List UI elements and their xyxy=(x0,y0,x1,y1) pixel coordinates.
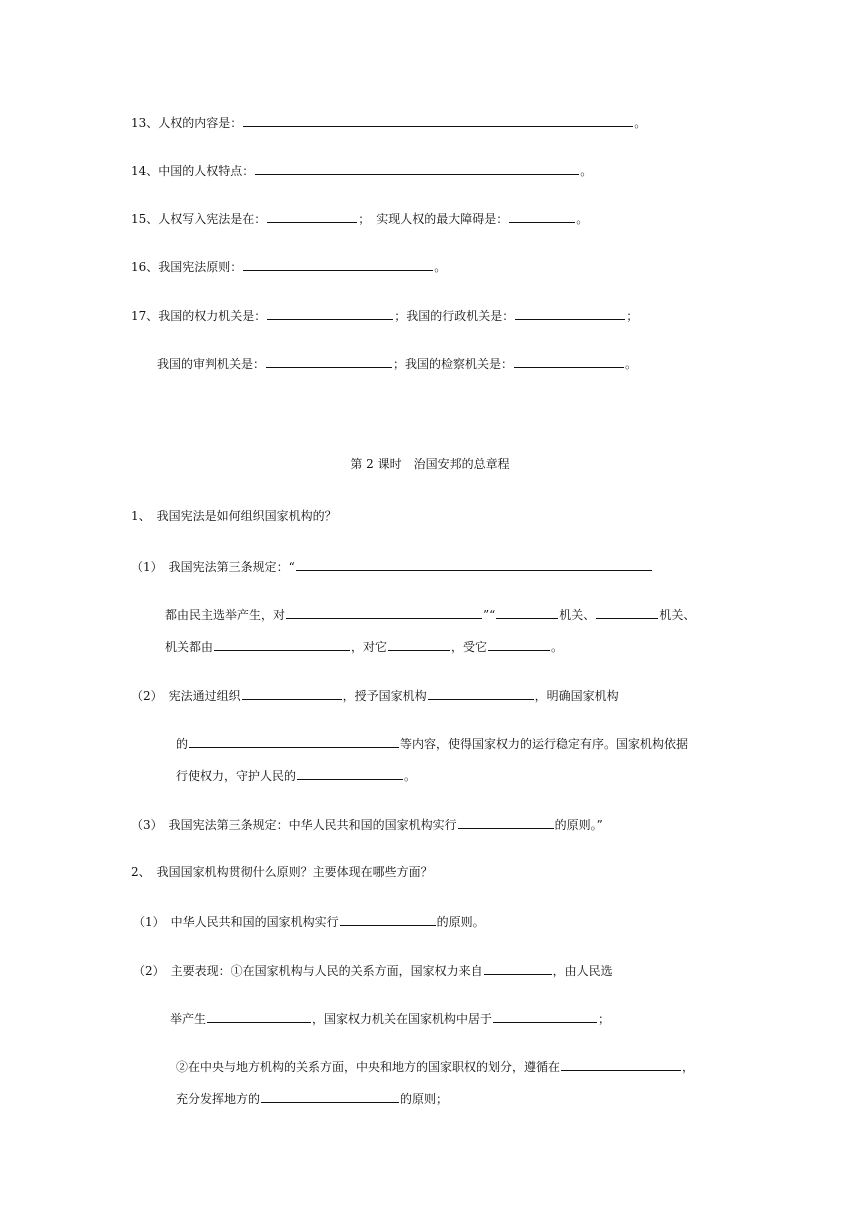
s2-p2-line-1: （2） 主要表现：①在国家机构与人民的关系方面，国家权力来自 ，由人民选 xyxy=(133,964,613,978)
q13-label: 13、人权的内容是： xyxy=(131,116,243,130)
answer-blank[interactable] xyxy=(484,962,552,975)
answer-blank[interactable] xyxy=(493,1010,597,1023)
section-title: 第 2 课时 治国安邦的总章程 xyxy=(350,457,510,471)
answer-blank[interactable] xyxy=(243,114,633,127)
s2-p1: （1） 中华人民共和国的国家机构实行 的原则。 xyxy=(133,915,485,929)
s1-p2-line-3: 行使权力，守护人民的 。 xyxy=(176,769,417,783)
answer-blank[interactable] xyxy=(488,638,550,651)
answer-blank[interactable] xyxy=(428,687,534,700)
answer-blank[interactable] xyxy=(286,606,482,619)
answer-blank[interactable] xyxy=(496,606,558,619)
answer-blank[interactable] xyxy=(261,1090,399,1103)
s1-heading: 1、 我国宪法是如何组织国家机构的？ xyxy=(131,509,337,523)
answer-blank[interactable] xyxy=(207,1010,311,1023)
answer-blank[interactable] xyxy=(242,687,342,700)
answer-blank[interactable] xyxy=(388,638,450,651)
answer-blank[interactable] xyxy=(340,913,436,926)
q15-label: 15、人权写入宪法是在： xyxy=(131,212,267,226)
question-17-line-1: 17、我国的权力机关是： ；我国的行政机关是： ； xyxy=(131,309,639,323)
question-14: 14、中国的人权特点： 。 xyxy=(131,164,593,178)
s1-p3: （3） 我国宪法第三条规定：中华人民共和国的国家机构实行 的原则。” xyxy=(131,818,603,832)
answer-blank[interactable] xyxy=(255,162,579,175)
answer-blank[interactable] xyxy=(458,816,554,829)
s2-p2-line-3: ②在中央与地方机构的关系方面，中央和地方的国家职权的划分，遵循在 ， xyxy=(176,1060,695,1074)
s1-p1-line-2: 都由民主选举产生，对 ”“ 机关、 机关、 xyxy=(165,608,696,622)
answer-blank[interactable] xyxy=(296,558,652,571)
answer-blank[interactable] xyxy=(515,307,625,320)
s1-p1-line-1: （1） 我国宪法第三条规定：“ xyxy=(131,558,653,575)
answer-blank[interactable] xyxy=(266,355,392,368)
s1-p1-line-3: 机关都由 ，对它 ，受它 。 xyxy=(165,640,564,654)
answer-blank[interactable] xyxy=(267,210,357,223)
answer-blank[interactable] xyxy=(214,638,350,651)
answer-blank[interactable] xyxy=(561,1058,681,1071)
question-17-line-2: 我国的审判机关是： ；我国的检察机关是： 。 xyxy=(157,357,638,371)
answer-blank[interactable] xyxy=(596,606,658,619)
answer-blank[interactable] xyxy=(509,210,575,223)
q14-label: 14、中国的人权特点： xyxy=(131,164,255,178)
question-15: 15、人权写入宪法是在： ； 实现人权的最大障碍是： 。 xyxy=(131,212,589,226)
q16-label: 16、我国宪法原则： xyxy=(131,260,243,274)
answer-blank[interactable] xyxy=(243,258,433,271)
s1-p2-line-1: （2） 宪法通过组织 ，授予国家机构 ，明确国家机构 xyxy=(131,689,619,703)
s2-heading: 2、 我国国家机构贯彻什么原则？主要体现在哪些方面？ xyxy=(131,865,433,879)
answer-blank[interactable] xyxy=(189,735,399,748)
question-13: 13、人权的内容是： 。 xyxy=(131,116,647,130)
s2-p2-line-2: 举产生 ，国家权力机关在国家机构中居于 ； xyxy=(170,1012,611,1026)
s1-p2-line-2: 的 等内容，使得国家权力的运行稳定有序。国家机构依据 xyxy=(176,737,689,751)
answer-blank[interactable] xyxy=(267,307,393,320)
answer-blank[interactable] xyxy=(297,767,403,780)
s2-p2-line-4: 充分发挥地方的 的原则； xyxy=(176,1092,449,1106)
answer-blank[interactable] xyxy=(514,355,624,368)
question-16: 16、我国宪法原则： 。 xyxy=(131,260,447,274)
